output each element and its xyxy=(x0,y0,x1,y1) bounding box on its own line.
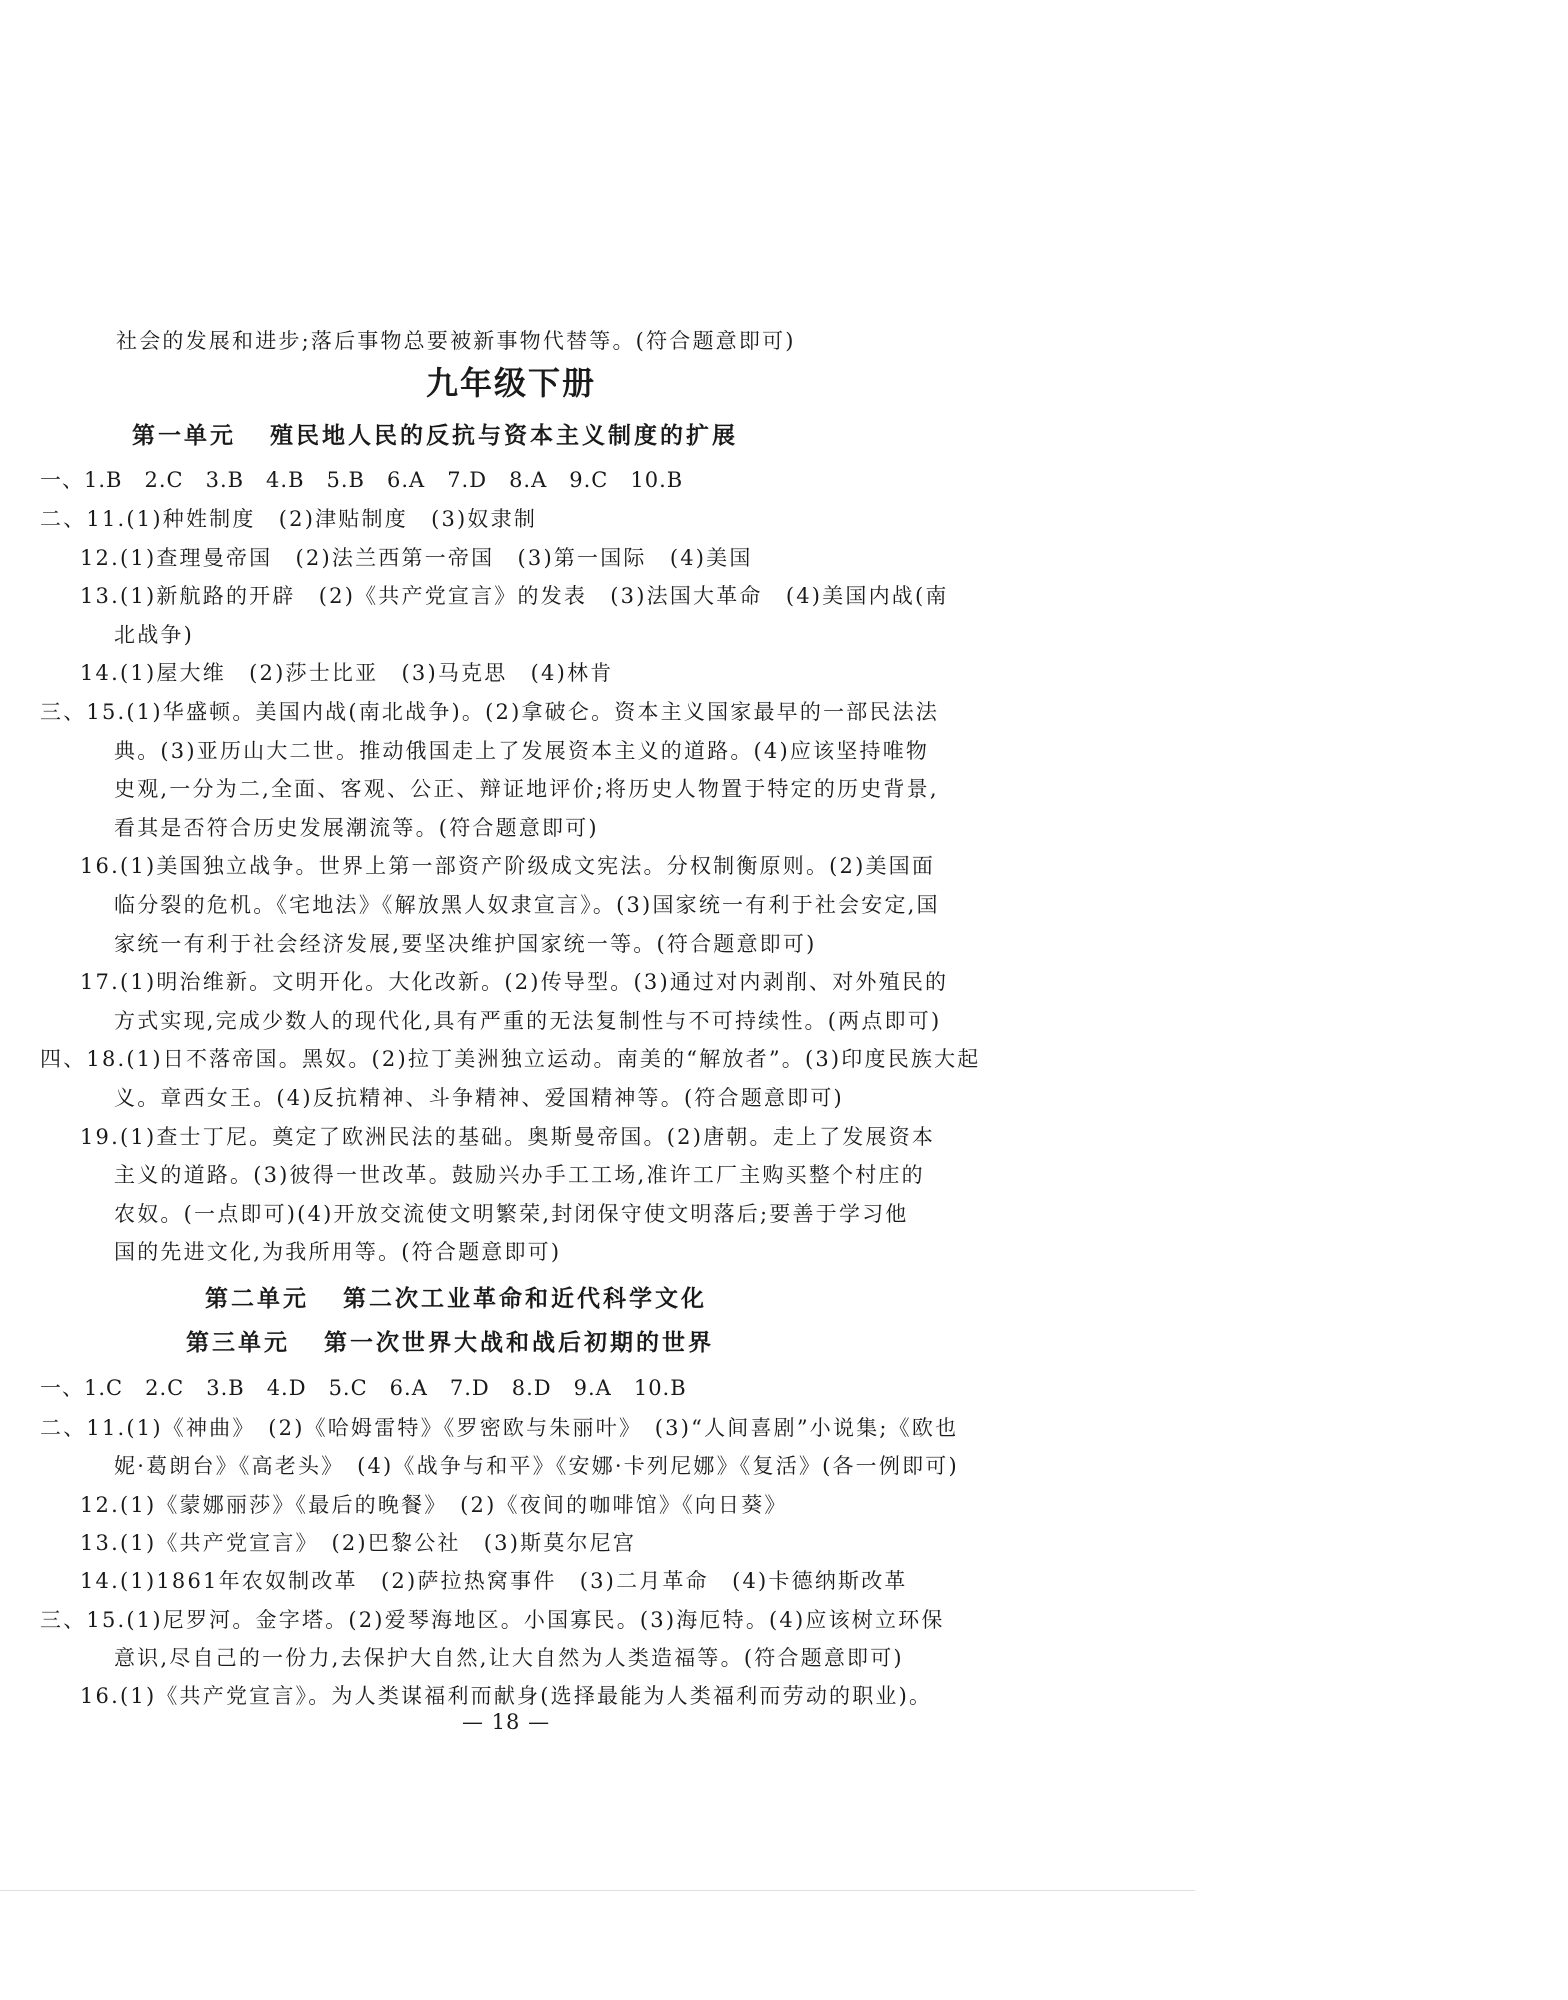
choice-answer: 4.D xyxy=(266,1376,307,1400)
choice-answer: 3.B xyxy=(206,1376,245,1400)
choice-answer: 9.C xyxy=(569,468,609,492)
choice-answer: 5.C xyxy=(328,1376,368,1400)
unit1-choice-answers xyxy=(40,465,705,495)
answer-line: 17.(1)明治维新。文明开化。大化改新。(2)传导型。(3)通过对内剥削、对外殖民的 xyxy=(80,970,949,995)
answer-line: 史观,一分为二,全面、客观、公正、辩证地评价;将历史人物置于特定的历史背景, xyxy=(114,777,939,802)
answer-line: 方式实现,完成少数人的现代化,具有严重的无法复制性与不可持续性。(两点即可) xyxy=(114,1008,942,1033)
choice-answer: 7.D xyxy=(447,468,488,492)
choice-answer: 7.D xyxy=(449,1376,490,1400)
choice-answer: 1.C xyxy=(84,1376,124,1400)
answer-line: 家统一有利于社会经济发展,要坚决维护国家统一等。(符合题意即可) xyxy=(114,931,817,956)
answer-line: 二、11.(1)种姓制度 (2)津贴制度 (3)奴隶制 xyxy=(40,507,538,531)
choice-answer: 3.B xyxy=(205,468,245,492)
answer-line: 14.(1)屋大维 (2)莎士比亚 (3)马克思 (4)林肯 xyxy=(80,661,614,686)
answer-line: 三、15.(1)华盛顿。美国内战(南北战争)。(2)拿破仑。资本主义国家最早的一部民法法 xyxy=(40,700,940,724)
answer-line: 意识,尽自己的一份力,去保护大自然,让大自然为人类造福等。(符合题意即可) xyxy=(114,1645,904,1670)
answer-line: 妮·葛朗台》《高老头》 (4)《战争与和平》《安娜·卡列尼娜》《复活》(各一例即可) xyxy=(114,1454,959,1479)
answer-line: 北战争) xyxy=(114,622,194,647)
answer-line: 19.(1)查士丁尼。奠定了欧洲民法的基础。奥斯曼帝国。(2)唐朝。走上了发展资本 xyxy=(80,1124,936,1149)
unit3-label: 第三单元 xyxy=(186,1329,290,1356)
unit3-choice-answers xyxy=(40,1373,709,1403)
unit1-heading xyxy=(132,420,738,452)
answer-line: 义。章西女王。(4)反抗精神、斗争精神、爱国精神等。(符合题意即可) xyxy=(114,1086,844,1110)
page-number: — 18 — xyxy=(462,1710,551,1734)
choice-answer: 9.A xyxy=(573,1376,612,1400)
choice-answer: 10.B xyxy=(633,1376,687,1400)
answer-line: 12.(1)《蒙娜丽莎》《最后的晚餐》 (2)《夜间的咖啡馆》《向日葵》 xyxy=(80,1492,788,1517)
choice-answer: 2.C xyxy=(144,468,184,492)
unit1-name: 殖民地人民的反抗与资本主义制度的扩展 xyxy=(270,422,738,449)
answer-line: 16.(1)《共产党宣言》。为人类谋福利而献身(选择最能为人类福利而劳动的职业)。 xyxy=(80,1684,933,1709)
answer-line: 看其是否符合历史发展潮流等。(符合题意即可) xyxy=(114,815,599,840)
unit3-heading xyxy=(186,1327,714,1359)
unit1-label: 第一单元 xyxy=(132,422,236,449)
answer-line: 典。(3)亚历山大二世。推动俄国走上了发展资本主义的道路。(4)应该坚持唯物 xyxy=(114,738,930,763)
page-title: 九年级下册 xyxy=(426,364,597,402)
answer-line: 16.(1)美国独立战争。世界上第一部资产阶级成文宪法。分权制衡原则。(2)美国面 xyxy=(80,854,936,879)
choice-answer: 10.B xyxy=(630,468,684,492)
unit2-heading xyxy=(205,1283,707,1315)
choice-answer: 6.A xyxy=(389,1376,428,1400)
unit2-label: 第二单元 xyxy=(205,1285,309,1312)
answer-line: 农奴。(一点即可)(4)开放交流使文明繁荣,封闭保守使文明落后;要善于学习他 xyxy=(114,1201,909,1226)
intro-line: 社会的发展和进步;落后事物总要被新事物代替等。(符合题意即可) xyxy=(116,329,796,353)
answer-line: 临分裂的危机。《宅地法》《解放黑人奴隶宣言》。(3)国家统一有利于社会安定,国 xyxy=(114,893,940,917)
choice-answer: 2.C xyxy=(145,1376,185,1400)
choice-answer: 5.B xyxy=(326,468,365,492)
choice-answer: 4.B xyxy=(266,468,305,492)
answer-line: 二、11.(1)《神曲》 (2)《哈姆雷特》《罗密欧与朱丽叶》 (3)“人间喜剧”小说集;《欧也 xyxy=(40,1416,959,1440)
choice-answer: 6.A xyxy=(386,468,426,492)
unit2-name: 第二次工业革命和近代科学文化 xyxy=(343,1285,707,1312)
section-prefix: 一、 xyxy=(40,468,84,492)
section-prefix: 一、 xyxy=(40,1376,84,1400)
unit3-name: 第一次世界大战和战后初期的世界 xyxy=(324,1329,714,1356)
choice-answer: 8.A xyxy=(509,468,548,492)
answer-line: 12.(1)查理曼帝国 (2)法兰西第一帝国 (3)第一国际 (4)美国 xyxy=(80,545,753,570)
answer-line: 14.(1)1861年农奴制改革 (2)萨拉热窝事件 (3)二月革命 (4)卡德纳斯改革 xyxy=(80,1569,908,1594)
answer-line: 13.(1)新航路的开辟 (2)《共产党宣言》的发表 (3)法国大革命 (4)美国内战(南 xyxy=(80,584,949,609)
answer-line: 国的先进文化,为我所用等。(符合题意即可) xyxy=(114,1240,562,1265)
choice-answer: 8.D xyxy=(511,1376,552,1400)
answer-line: 13.(1)《共产党宣言》 (2)巴黎公社 (3)斯莫尔尼宫 xyxy=(80,1530,637,1555)
footer-divider xyxy=(0,1890,1195,1891)
answer-line: 主义的道路。(3)彼得一世改革。鼓励兴办手工工场,准许工厂主购买整个村庄的 xyxy=(114,1163,925,1188)
answer-line: 三、15.(1)尼罗河。金字塔。(2)爱琴海地区。小国寡民。(3)海厄特。(4)应该树立环保 xyxy=(40,1607,945,1632)
answer-line: 四、18.(1)日不落帝国。黑奴。(2)拉丁美洲独立运动。南美的“解放者”。(3)印度民族大起 xyxy=(40,1047,981,1072)
choice-answer: 1.B xyxy=(84,468,123,492)
